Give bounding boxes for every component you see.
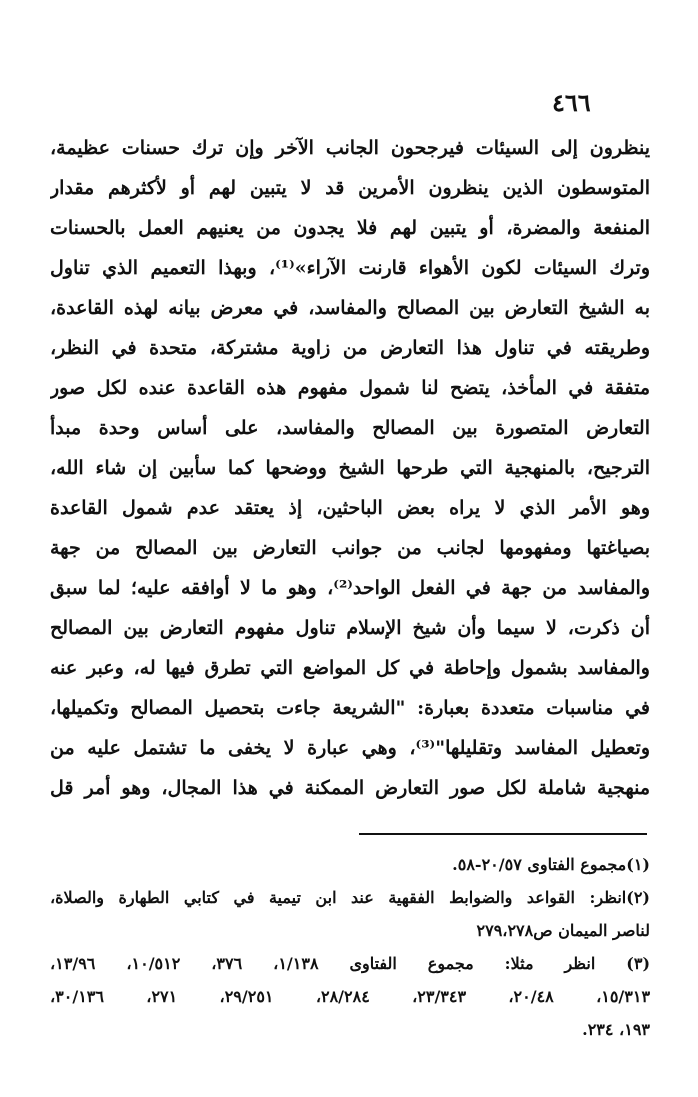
body-line: الترجيح، بالمنهجية التي طرحها الشيخ ووضحها كما سأبين إن شاء الله،: [50, 457, 650, 479]
body-line: التعارض المتصورة بين المصالح والمفاسد، على أساس وحدة مبدأ: [50, 417, 650, 439]
footnote-3-continued: ١٥/٣١٣، ٢٠/٤٨، ٢٣/٣٤٣، ٢٨/٢٨٤، ٢٩/٢٥١، ٢٧١، ٣٠/١٣٦،: [50, 987, 650, 1006]
body-line: المتوسطون الذين ينظرون الأمرين قد لا يتبين لهم أو لأكثرهم مقدار: [50, 177, 650, 199]
body-line: في مناسبات متعددة بعبارة: "الشريعة جاءت بتحصيل المصالح وتكميلها،: [50, 697, 650, 719]
body-line: منهجية شاملة لكل صور التعارض الممكنة في هذا المجال، وهو أمر قل: [50, 777, 650, 799]
body-line: متفقة في المأخذ، يتضح لنا شمول مفهوم هذه القاعدة عنده لكل صور: [50, 377, 650, 399]
body-line: وتعطيل المفاسد وتقليلها"⁽³⁾، وهي عبارة لا يخفى ما تشتمل عليه من: [50, 737, 650, 759]
body-line: أن ذكرت، لا سيما وأن شيخ الإسلام تناول مفهوم التعارض بين المصالح: [50, 617, 650, 639]
footnote-2-continued: لناصر الميمان ص٢٧٩،٢٧٨: [476, 921, 650, 940]
footnote-2: (٢)انظر: القواعد والضوابط الفقهية عند ابن تيمية في كتابي الطهارة والصلاة،: [50, 888, 650, 907]
footnote-1: (١)مجموع الفتاوى ٢٠/٥٧-٥٨.: [452, 855, 650, 874]
footnote-3-end: ١٩٣، ٢٣٤.: [582, 1020, 650, 1039]
body-line: والمفاسد من جهة في الفعل الواحد⁽²⁾، وهو ما لا أوافقه عليه؛ لما سبق: [50, 577, 650, 599]
footnote-divider: [359, 833, 647, 835]
body-line: بصياغتها ومفهومها لجانب من جوانب التعارض بين المصالح من جهة: [50, 537, 650, 559]
body-line: المنفعة والمضرة، أو يتبين لهم فلا يجدون من يعنيهم العمل بالحسنات: [50, 217, 650, 239]
body-line: وترك السيئات لكون الأهواء قارنت الآراء»⁽¹⁾، وبهذا التعميم الذي تناول: [50, 257, 650, 279]
page-number: ٤٦٦: [552, 88, 591, 117]
body-text: [50, 128, 650, 808]
body-line: وطريقته في تناول هذا التعارض من زاوية مشتركة، متحدة في النظر،: [50, 337, 650, 359]
body-line: والمفاسد بشمول وإحاطة في كل المواضع التي تطرق فيها له، وعبر عنه: [50, 657, 650, 679]
footnotes: [50, 848, 650, 1046]
body-line: وهو الأمر الذي لا يراه بعض الباحثين، إذ يعتقد عدم شمول القاعدة: [50, 497, 650, 519]
body-line: ينظرون إلى السيئات فيرجحون الجانب الآخر وإن ترك حسنات عظيمة،: [50, 137, 650, 159]
body-line: به الشيخ التعارض بين المصالح والمفاسد، في معرض بيانه لهذه القاعدة،: [50, 297, 650, 319]
footnote-3: (٣) انظر مثلا: مجموع الفتاوى ١/١٣٨، ٣٧٦، ١٠/٥١٢، ١٣/٩٦،: [50, 954, 650, 973]
